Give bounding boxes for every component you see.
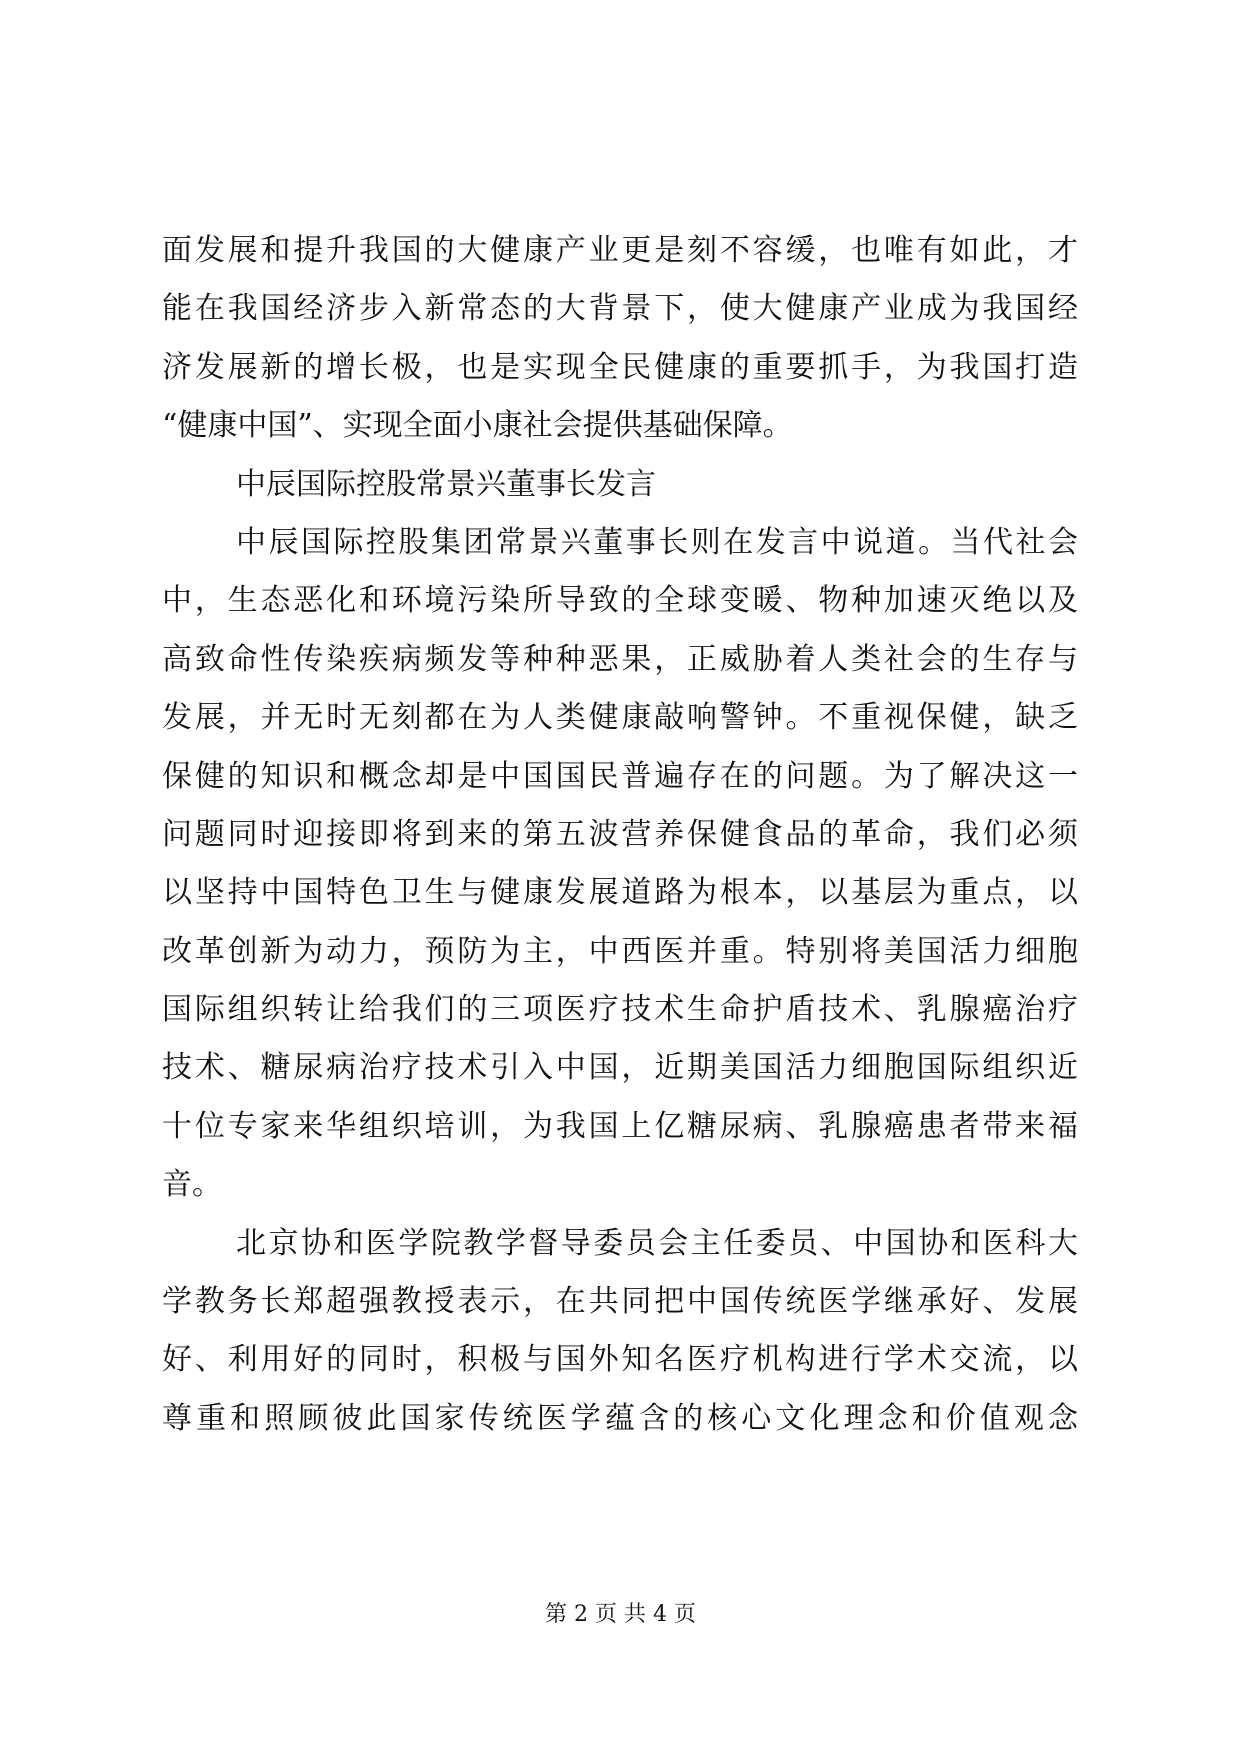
paragraph-4-line-4: 尊重和照顾彼此国家传统医学蕴含的核心文化理念和价值观念 <box>162 1400 1078 1436</box>
paragraph-4-line-3: 好、利用好的同时，积极与国外知名医疗机构进行学术交流，以 <box>162 1342 1078 1378</box>
paragraph-3-line-2: 中，生态恶化和环境污染所导致的全球变暖、物种加速灭绝以及 <box>162 583 1078 619</box>
paragraph-3-line-8: 改革创新为动力，预防为主，中西医并重。特别将美国活力细胞 <box>162 933 1078 969</box>
paragraph-3-line-10: 技术、糖尿病治疗技术引入中国，近期美国活力细胞国际组织近 <box>162 1050 1078 1086</box>
document-body <box>162 222 1078 1448</box>
paragraph-3-line-11: 十位专家来华组织培训，为我国上亿糖尿病、乳腺癌患者带来福 <box>162 1108 1078 1144</box>
paragraph-3-line-3: 高致命性传染疾病频发等种种恶果，正威胁着人类社会的生存与 <box>162 641 1078 677</box>
paragraph-1-line-1: 面发展和提升我国的大健康产业更是刻不容缓，也唯有如此，才 <box>162 233 1078 268</box>
paragraph-3-line-6: 问题同时迎接即将到来的第五波营养保健食品的革命，我们必须 <box>162 816 1078 852</box>
paragraph-3-line-9: 国际组织转让给我们的三项医疗技术生命护盾技术、乳腺癌治疗 <box>162 992 1078 1028</box>
paragraph-1-line-4: “健康中国”、实现全面小康社会提供基础保障。 <box>162 408 793 444</box>
page-footer: 第 2 页 共 4 页 <box>545 1602 696 1627</box>
paragraph-2-line-1: 中辰国际控股常景兴董事长发言 <box>236 466 656 502</box>
paragraph-3-line-7: 以坚持中国特色卫生与健康发展道路为根本，以基层为重点，以 <box>162 875 1078 911</box>
paragraph-3-line-5: 保健的知识和概念却是中国国民普遍存在的问题。为了解决这一 <box>162 758 1078 794</box>
paragraph-1-line-2: 能在我国经济步入新常态的大背景下，使大健康产业成为我国经 <box>162 291 1078 327</box>
paragraph-3-line-12: 音。 <box>162 1167 222 1203</box>
paragraph-1-line-3: 济发展新的增长极，也是实现全民健康的重要抓手，为我国打造 <box>162 349 1078 385</box>
paragraph-4-line-1: 北京协和医学院教学督导委员会主任委员、中国协和医科大 <box>236 1225 1078 1261</box>
paragraph-3-line-4: 发展，并无时无刻都在为人类健康敲响警钟。不重视保健，缺乏 <box>162 700 1078 736</box>
paragraph-4-line-2: 学教务长郑超强教授表示，在共同把中国传统医学继承好、发展 <box>162 1284 1078 1320</box>
paragraph-3-line-1: 中辰国际控股集团常景兴董事长则在发言中说道。当代社会 <box>236 524 1078 560</box>
